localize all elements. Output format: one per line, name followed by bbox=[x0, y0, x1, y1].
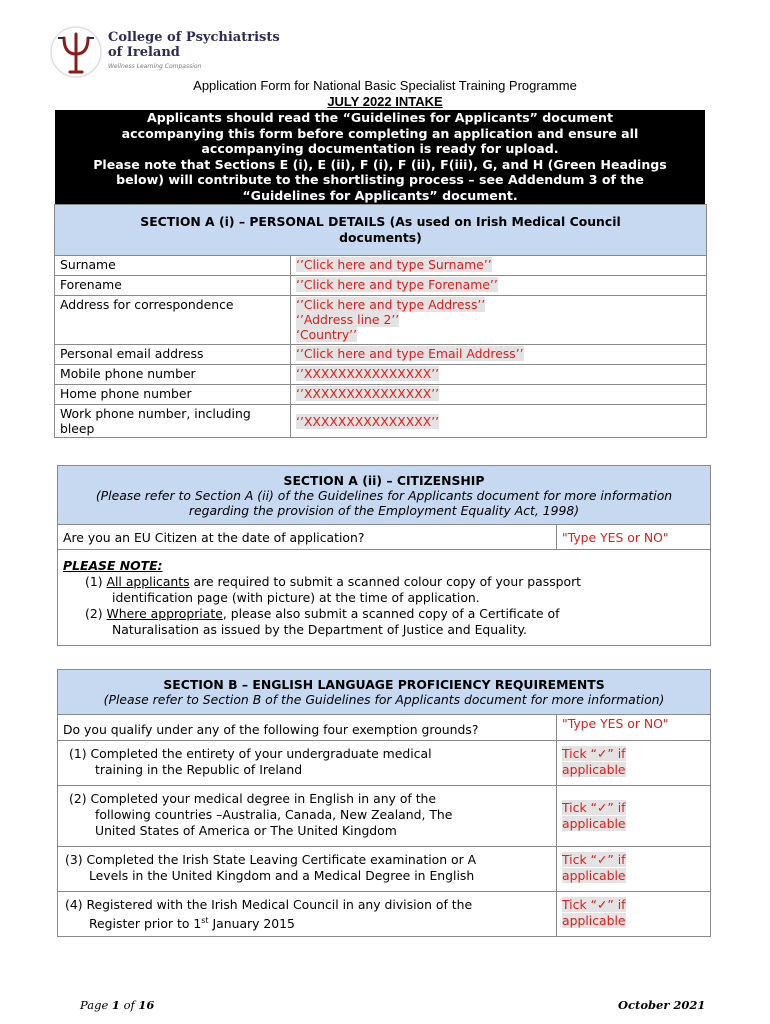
home-phone-label: Home phone number bbox=[55, 385, 291, 405]
forename-field[interactable]: ‘’Click here and type Forename’’ bbox=[291, 276, 707, 296]
exemption-answer[interactable]: "Type YES or NO" bbox=[557, 715, 711, 741]
section-a2-table bbox=[57, 465, 711, 646]
mobile-phone-field[interactable]: ‘’XXXXXXXXXXXXXXX’’ bbox=[291, 365, 707, 385]
work-phone-label: Work phone number, including bleep bbox=[55, 405, 291, 438]
intake-title: JULY 2022 INTAKE bbox=[327, 94, 443, 109]
banner-line: Please note that Sections E (i), E (ii), F (i), F (ii), F(iii), G, and H (Green Headings bbox=[93, 156, 667, 172]
tick-box-1[interactable]: Tick “✓” if applicable bbox=[557, 741, 711, 786]
banner-line: “Guidelines for Applicants” document. bbox=[242, 187, 518, 203]
exemption-item-4: (4) Registered with the Irish Medical Council in any division of the Register prior to 1st January 2015 bbox=[58, 892, 557, 937]
note-item-2: (2) Where appropriate, please also submit a scanned copy of a Certificate of bbox=[85, 606, 560, 621]
section-b-heading: SECTION B – ENGLISH LANGUAGE PROFICIENCY REQUIREMENTS (Please refer to Section B of the Guidelines for Applicants document for more information) bbox=[58, 670, 711, 715]
form-title: Application Form for National Basic Specialist Training Programme bbox=[193, 78, 577, 93]
exemption-item-1: (1) Completed the entirety of your undergraduate medical training in the Republic of Ireland bbox=[58, 741, 557, 786]
banner-line: Applicants should read the “Guidelines for Applicants” document bbox=[146, 110, 614, 125]
home-phone-field[interactable]: ‘’XXXXXXXXXXXXXXX’’ bbox=[291, 385, 707, 405]
please-note-title: PLEASE NOTE: bbox=[63, 558, 163, 573]
work-phone-field[interactable]: ‘’XXXXXXXXXXXXXXX’’ bbox=[291, 405, 707, 438]
mobile-phone-label: Mobile phone number bbox=[55, 365, 291, 385]
please-note-box bbox=[58, 550, 711, 646]
forename-label: Forename bbox=[55, 276, 291, 296]
section-a1-table bbox=[54, 204, 707, 438]
tick-box-3[interactable]: Tick “✓” if applicable bbox=[557, 847, 711, 892]
exemption-question: Do you qualify under any of the following four exemption grounds? bbox=[58, 715, 557, 741]
address-field[interactable]: ‘’Click here and type Address’’ ‘’Address line 2’’ ‘Country’’ bbox=[291, 296, 707, 345]
page-number: Page 1 of 16 bbox=[80, 998, 155, 1012]
logo-tagline: Wellness Learning Compassion bbox=[108, 63, 202, 70]
email-label: Personal email address bbox=[55, 345, 291, 365]
footer-date: October 2021 bbox=[618, 998, 706, 1012]
exemption-item-3: (3) Completed the Irish State Leaving Certificate examination or A Levels in the United Kingdom and a Medical Degree in English bbox=[58, 847, 557, 892]
address-label: Address for correspondence bbox=[55, 296, 291, 345]
banner-line: accompanying this form before completing an application and ensure all bbox=[121, 125, 639, 141]
tick-box-2[interactable]: Tick “✓” if applicable bbox=[557, 786, 711, 847]
section-b-table bbox=[57, 669, 711, 937]
banner-line: accompanying documentation is ready for upload. bbox=[201, 141, 559, 156]
exemption-item-2: (2) Completed your medical degree in English in any of the following countries –Australia, Canada, New Zealand, The United States of America or The United Kingdom bbox=[58, 786, 557, 847]
eu-citizen-answer[interactable]: "Type YES or NO" bbox=[557, 525, 711, 550]
note-item-1-cont: identification page (with picture) at the time of application. bbox=[112, 590, 480, 605]
eu-citizen-question: Are you an EU Citizen at the date of application? bbox=[58, 525, 557, 550]
note-item-2-cont: Naturalisation as issued by the Department of Justice and Equality. bbox=[112, 622, 527, 637]
note-item-1: (1) All applicants are required to submit a scanned colour copy of your passport bbox=[85, 574, 582, 589]
instructions-banner bbox=[55, 110, 705, 204]
tick-box-4[interactable]: Tick “✓” if applicable bbox=[557, 892, 711, 937]
section-a2-heading: SECTION A (ii) – CITIZENSHIP (Please refer to Section A (ii) of the Guidelines for Applicants document for more information regarding the provision of the Employment Equality Act, 1998) bbox=[58, 466, 711, 525]
surname-field[interactable]: ‘’Click here and type Surname’’ bbox=[291, 256, 707, 276]
banner-line: below) will contribute to the shortlisting process – see Addendum 3 of the bbox=[116, 172, 644, 187]
section-a1-heading: SECTION A (i) – PERSONAL DETAILS (As used on Irish Medical Council documents) bbox=[55, 205, 707, 256]
surname-label: Surname bbox=[55, 256, 291, 276]
email-field[interactable]: ‘’Click here and type Email Address’’ bbox=[291, 345, 707, 365]
logo-org-name: College of Psychiatrists of Ireland bbox=[108, 30, 280, 60]
